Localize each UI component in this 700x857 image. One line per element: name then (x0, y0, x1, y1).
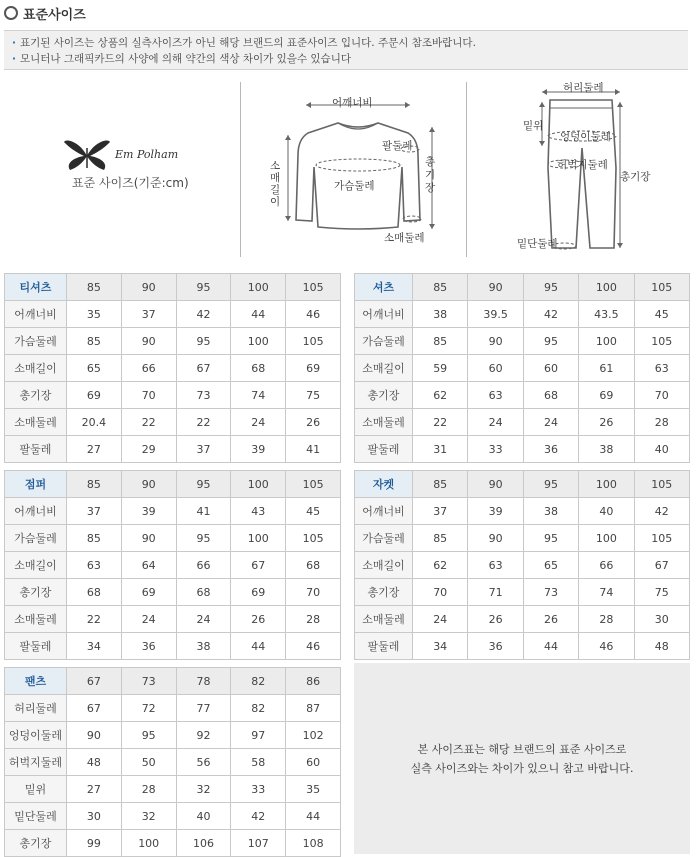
rise-label: 밑위 (523, 120, 544, 132)
table-cell: 30 (67, 803, 122, 830)
table-row (355, 382, 690, 409)
table-name-cell: 팬츠 (5, 668, 67, 695)
table-cell: 67 (231, 552, 286, 579)
notice-box (4, 30, 688, 70)
table-cell: 87 (286, 695, 341, 722)
table-cell: 95 (121, 722, 176, 749)
table-cell: 69 (579, 382, 634, 409)
chest-label: 가슴둘레 (334, 180, 375, 192)
table-cell: 65 (523, 552, 578, 579)
size-header-cell: 85 (413, 274, 468, 301)
table-cell: 22 (121, 409, 176, 436)
table-cell: 32 (176, 776, 231, 803)
table-cell: 40 (634, 436, 689, 463)
table-row (5, 633, 341, 660)
table-row (5, 355, 341, 382)
row-label: 팔둘레 (355, 436, 413, 463)
table-cell: 48 (67, 749, 122, 776)
jacket-size-table (354, 470, 690, 660)
table-cell: 61 (579, 355, 634, 382)
table-row (355, 606, 690, 633)
table-cell: 100 (231, 525, 286, 552)
table-cell: 24 (523, 409, 578, 436)
table-header-row (5, 668, 341, 695)
table-cell: 90 (67, 722, 122, 749)
table-cell: 43 (231, 498, 286, 525)
table-cell: 77 (176, 695, 231, 722)
table-cell: 63 (67, 552, 122, 579)
size-header-cell: 85 (67, 471, 122, 498)
size-header-cell: 73 (121, 668, 176, 695)
size-header-cell: 100 (579, 471, 634, 498)
row-label: 소매길이 (355, 355, 413, 382)
table-cell: 28 (121, 776, 176, 803)
table-cell: 36 (523, 436, 578, 463)
table-cell: 20.4 (67, 409, 122, 436)
table-cell: 22 (176, 409, 231, 436)
table-cell: 33 (468, 436, 523, 463)
table-cell: 100 (579, 328, 634, 355)
table-cell: 26 (523, 606, 578, 633)
row-label: 가슴둘레 (355, 328, 413, 355)
table-cell: 38 (413, 301, 468, 328)
table-cell: 66 (579, 552, 634, 579)
table-cell: 105 (286, 525, 341, 552)
table-row (355, 579, 690, 606)
table-cell: 63 (468, 552, 523, 579)
table-cell: 82 (231, 695, 286, 722)
table-name-cell: 자켓 (355, 471, 413, 498)
table-cell: 22 (67, 606, 122, 633)
row-label: 소매길이 (355, 552, 413, 579)
table-cell: 22 (413, 409, 468, 436)
table-cell: 41 (286, 436, 341, 463)
row-label: 어깨너비 (5, 301, 67, 328)
row-label: 총기장 (5, 579, 67, 606)
table-cell: 40 (579, 498, 634, 525)
table-cell: 105 (286, 328, 341, 355)
jumper-size-table (4, 470, 341, 660)
row-label: 총기장 (5, 830, 67, 857)
size-header-cell: 100 (231, 274, 286, 301)
footnote-line-2: 실측 사이즈와는 차이가 있으니 참고 바랍니다. (410, 761, 634, 775)
shirt-size-table (354, 273, 690, 463)
pants-total-length-label: 총기장 (620, 171, 651, 183)
table-row (5, 382, 341, 409)
table-cell: 70 (413, 579, 468, 606)
table-cell: 64 (121, 552, 176, 579)
table-cell: 85 (413, 525, 468, 552)
table-cell: 36 (121, 633, 176, 660)
table-cell: 68 (523, 382, 578, 409)
table-cell: 62 (413, 382, 468, 409)
table-cell: 37 (67, 498, 122, 525)
table-cell: 24 (231, 409, 286, 436)
row-label: 어깨너비 (5, 498, 67, 525)
table-cell: 66 (176, 552, 231, 579)
size-header-cell: 90 (121, 471, 176, 498)
table-cell: 72 (121, 695, 176, 722)
table-cell: 27 (67, 776, 122, 803)
table-cell: 26 (231, 606, 286, 633)
table-cell: 60 (286, 749, 341, 776)
table-cell: 107 (231, 830, 286, 857)
table-row (5, 803, 341, 830)
size-header-cell: 95 (176, 471, 231, 498)
table-cell: 100 (231, 328, 286, 355)
table-cell: 34 (67, 633, 122, 660)
row-label: 허리둘레 (5, 695, 67, 722)
table-cell: 24 (121, 606, 176, 633)
table-row (5, 830, 341, 857)
table-cell: 44 (523, 633, 578, 660)
row-label: 팔둘레 (355, 633, 413, 660)
table-cell: 67 (176, 355, 231, 382)
table-cell: 58 (231, 749, 286, 776)
top-total-length-label: 총기장 (425, 156, 436, 194)
size-header-cell: 67 (67, 668, 122, 695)
row-label: 밑단둘레 (5, 803, 67, 830)
table-cell: 66 (121, 355, 176, 382)
table-cell: 26 (286, 409, 341, 436)
table-cell: 39 (121, 498, 176, 525)
size-header-cell: 82 (231, 668, 286, 695)
table-cell: 44 (231, 633, 286, 660)
table-cell: 33 (231, 776, 286, 803)
row-label: 어깨너비 (355, 301, 413, 328)
table-cell: 56 (176, 749, 231, 776)
table-cell: 59 (413, 355, 468, 382)
size-header-cell: 100 (231, 471, 286, 498)
table-cell: 62 (413, 552, 468, 579)
size-header-cell: 105 (286, 274, 341, 301)
table-cell: 71 (468, 579, 523, 606)
table-cell: 100 (121, 830, 176, 857)
table-cell: 97 (231, 722, 286, 749)
table-cell: 105 (634, 328, 689, 355)
table-cell: 65 (67, 355, 122, 382)
table-cell: 24 (176, 606, 231, 633)
table-cell: 45 (634, 301, 689, 328)
table-cell: 34 (413, 633, 468, 660)
table-cell: 70 (121, 382, 176, 409)
table-cell: 85 (67, 328, 122, 355)
table-cell: 32 (121, 803, 176, 830)
table-cell: 69 (121, 579, 176, 606)
size-header-cell: 85 (413, 471, 468, 498)
divider (240, 82, 241, 257)
table-cell: 106 (176, 830, 231, 857)
table-cell: 44 (286, 803, 341, 830)
table-cell: 42 (231, 803, 286, 830)
table-cell: 74 (579, 579, 634, 606)
table-cell: 105 (634, 525, 689, 552)
row-label: 가슴둘레 (5, 328, 67, 355)
table-row (5, 525, 341, 552)
size-header-cell: 95 (523, 274, 578, 301)
table-row (5, 552, 341, 579)
table-row (5, 436, 341, 463)
footnote-box (354, 663, 690, 854)
section-header (4, 4, 86, 22)
table-cell: 100 (579, 525, 634, 552)
arm-label: 팔둘레 (382, 140, 413, 152)
table-row (5, 606, 341, 633)
table-cell: 50 (121, 749, 176, 776)
table-cell: 46 (286, 633, 341, 660)
table-name-cell: 셔츠 (355, 274, 413, 301)
table-cell: 35 (67, 301, 122, 328)
table-cell: 35 (286, 776, 341, 803)
row-label: 허벅지둘레 (5, 749, 67, 776)
circle-bullet-icon (4, 6, 18, 20)
brand-logo-text: Em Polham (115, 148, 179, 161)
table-cell: 95 (523, 525, 578, 552)
table-cell: 36 (468, 633, 523, 660)
table-cell: 43.5 (579, 301, 634, 328)
table-cell: 68 (286, 552, 341, 579)
thigh-label: 허벅지둘레 (557, 159, 608, 171)
table-cell: 73 (176, 382, 231, 409)
table-cell: 75 (634, 579, 689, 606)
table-cell: 37 (176, 436, 231, 463)
table-row (355, 498, 690, 525)
table-cell: 95 (176, 328, 231, 355)
table-header-row (355, 471, 690, 498)
table-cell: 68 (231, 355, 286, 382)
size-header-cell: 100 (579, 274, 634, 301)
notice-line-1: · 표기된 사이즈는 상품의 실측사이즈가 아닌 해당 브랜드의 표준사이즈 입니다. 주문시 참조바랍니다. (12, 37, 476, 49)
table-row (5, 579, 341, 606)
table-cell: 85 (413, 328, 468, 355)
table-cell: 69 (67, 382, 122, 409)
table-row (5, 749, 341, 776)
size-header-cell: 105 (634, 274, 689, 301)
table-cell: 63 (634, 355, 689, 382)
table-cell: 95 (176, 525, 231, 552)
size-header-cell: 95 (176, 274, 231, 301)
table-cell: 26 (468, 606, 523, 633)
pants-size-table (4, 667, 341, 857)
butterfly-logo-icon (62, 138, 112, 174)
table-cell: 46 (286, 301, 341, 328)
table-cell: 90 (121, 328, 176, 355)
size-header-cell: 90 (468, 471, 523, 498)
waist-label: 허리둘레 (563, 82, 604, 94)
cuff-label: 소매둘레 (384, 232, 425, 244)
table-cell: 28 (579, 606, 634, 633)
table-cell: 75 (286, 382, 341, 409)
table-name-cell: 티셔츠 (5, 274, 67, 301)
table-row (5, 301, 341, 328)
standard-size-label: 표준 사이즈(기준:cm) (72, 176, 189, 190)
table-cell: 60 (468, 355, 523, 382)
table-cell: 40 (176, 803, 231, 830)
row-label: 소매길이 (5, 355, 67, 382)
page-title: 표준사이즈 (23, 7, 86, 23)
table-row (5, 722, 341, 749)
table-row (5, 328, 341, 355)
sleeve-length-label: 소매길이 (270, 160, 281, 208)
table-cell: 38 (579, 436, 634, 463)
table-row (355, 552, 690, 579)
table-cell: 39 (231, 436, 286, 463)
table-cell: 74 (231, 382, 286, 409)
row-label: 총기장 (5, 382, 67, 409)
tshirt-size-table (4, 273, 341, 463)
table-cell: 44 (231, 301, 286, 328)
table-cell: 28 (286, 606, 341, 633)
table-cell: 27 (67, 436, 122, 463)
table-row (355, 301, 690, 328)
row-label: 가슴둘레 (355, 525, 413, 552)
table-row (355, 409, 690, 436)
table-cell: 26 (579, 409, 634, 436)
row-label: 밑위 (5, 776, 67, 803)
size-header-cell: 105 (634, 471, 689, 498)
table-cell: 68 (176, 579, 231, 606)
row-label: 엉덩이둘레 (5, 722, 67, 749)
table-cell: 29 (121, 436, 176, 463)
table-cell: 102 (286, 722, 341, 749)
table-cell: 90 (121, 525, 176, 552)
table-cell: 24 (413, 606, 468, 633)
size-header-cell: 78 (176, 668, 231, 695)
table-cell: 69 (286, 355, 341, 382)
size-header-cell: 90 (121, 274, 176, 301)
row-label: 총기장 (355, 382, 413, 409)
table-cell: 39 (468, 498, 523, 525)
table-cell: 70 (286, 579, 341, 606)
table-cell: 90 (468, 525, 523, 552)
table-cell: 38 (523, 498, 578, 525)
table-header-row (5, 471, 341, 498)
table-row (355, 525, 690, 552)
table-cell: 37 (121, 301, 176, 328)
row-label: 팔둘레 (5, 633, 67, 660)
table-row (5, 409, 341, 436)
table-cell: 95 (523, 328, 578, 355)
table-cell: 63 (468, 382, 523, 409)
table-cell: 41 (176, 498, 231, 525)
table-row (355, 355, 690, 382)
size-header-cell: 95 (523, 471, 578, 498)
table-row (355, 436, 690, 463)
table-cell: 48 (634, 633, 689, 660)
table-cell: 90 (468, 328, 523, 355)
hip-label: 엉덩이둘레 (560, 131, 611, 143)
footnote-line-1: 본 사이즈표는 해당 브랜드의 표준 사이즈로 (417, 742, 627, 756)
table-cell: 67 (67, 695, 122, 722)
table-row (5, 776, 341, 803)
row-label: 어깨너비 (355, 498, 413, 525)
row-label: 총기장 (355, 579, 413, 606)
table-header-row (355, 274, 690, 301)
table-cell: 24 (468, 409, 523, 436)
size-header-cell: 90 (468, 274, 523, 301)
table-cell: 37 (413, 498, 468, 525)
row-label: 소매둘레 (5, 409, 67, 436)
table-row (5, 695, 341, 722)
table-cell: 31 (413, 436, 468, 463)
table-cell: 46 (579, 633, 634, 660)
table-row (5, 498, 341, 525)
table-cell: 45 (286, 498, 341, 525)
table-cell: 38 (176, 633, 231, 660)
table-cell: 99 (67, 830, 122, 857)
size-header-cell: 85 (67, 274, 122, 301)
row-label: 소매둘레 (355, 409, 413, 436)
row-label: 가슴둘레 (5, 525, 67, 552)
size-header-cell: 105 (286, 471, 341, 498)
table-cell: 39.5 (468, 301, 523, 328)
row-label: 팔둘레 (5, 436, 67, 463)
table-header-row (5, 274, 341, 301)
table-cell: 60 (523, 355, 578, 382)
table-cell: 28 (634, 409, 689, 436)
row-label: 소매둘레 (5, 606, 67, 633)
hem-label: 밑단둘레 (517, 238, 558, 250)
table-cell: 85 (67, 525, 122, 552)
table-cell: 42 (176, 301, 231, 328)
table-cell: 42 (634, 498, 689, 525)
notice-line-2: · 모니터나 그래픽카드의 사양에 의해 약간의 색상 차이가 있을수 있습니다 (12, 53, 351, 65)
table-cell: 30 (634, 606, 689, 633)
row-label: 소매길이 (5, 552, 67, 579)
table-cell: 69 (231, 579, 286, 606)
shoulder-label: 어깨너비 (332, 97, 373, 109)
row-label: 소매둘레 (355, 606, 413, 633)
table-cell: 73 (523, 579, 578, 606)
table-cell: 67 (634, 552, 689, 579)
table-row (355, 328, 690, 355)
table-name-cell: 점퍼 (5, 471, 67, 498)
divider (466, 82, 467, 257)
table-cell: 68 (67, 579, 122, 606)
table-cell: 108 (286, 830, 341, 857)
table-cell: 92 (176, 722, 231, 749)
table-cell: 42 (523, 301, 578, 328)
table-cell: 70 (634, 382, 689, 409)
table-row (355, 633, 690, 660)
size-header-cell: 86 (286, 668, 341, 695)
